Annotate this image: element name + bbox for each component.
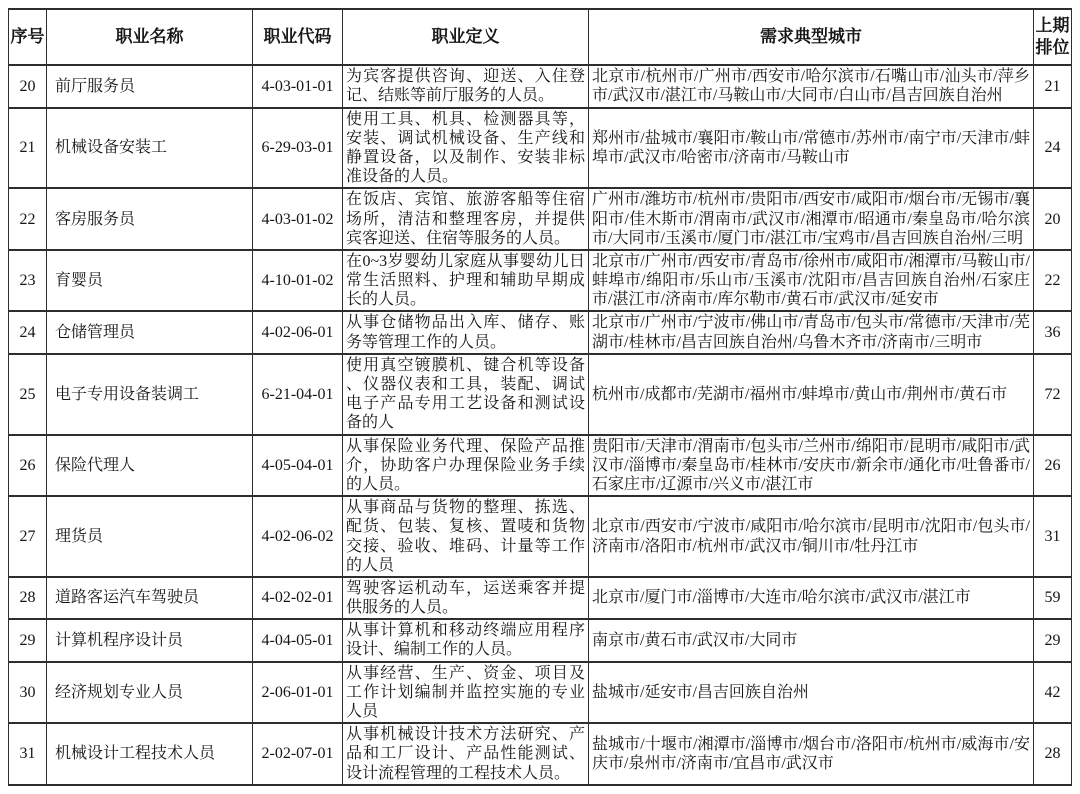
cell-demand-cities: 盐城市/延安市/昌吉回族自治州 (589, 662, 1034, 724)
cell-previous-rank: 24 (1034, 108, 1072, 189)
cell-occupation-code: 4-03-01-01 (253, 65, 343, 107)
occupation-demand-table (8, 8, 1072, 786)
cell-serial-number: 26 (9, 435, 47, 497)
column-header-demand-cities: 需求典型城市 (589, 9, 1034, 65)
cell-serial-number: 21 (9, 108, 47, 189)
cell-occupation-name: 客房服务员 (47, 188, 253, 250)
cell-occupation-definition: 从事机械设计技术方法研究、产品和工厂设计、产品性能测试、设计流程管理的工程技术人员。 (343, 723, 589, 785)
cell-occupation-name: 仓储管理员 (47, 311, 253, 353)
column-header-occupation-definition: 职业定义 (343, 9, 589, 65)
cell-occupation-name: 机械设备安装工 (47, 108, 253, 189)
cell-occupation-definition: 从事商品与货物的整理、拣选、配货、包装、复核、置唛和货物交接、验收、堆码、计量等工作的人员 (343, 496, 589, 577)
cell-occupation-code: 4-03-01-02 (253, 188, 343, 250)
cell-demand-cities: 贵阳市/天津市/渭南市/包头市/兰州市/绵阳市/昆明市/咸阳市/武汉市/淄博市/秦皇岛市/桂林市/安庆市/新余市/通化市/吐鲁番市/石家庄市/辽源市/兴义市/湛江市 (589, 435, 1034, 497)
cell-previous-rank: 21 (1034, 65, 1072, 107)
cell-demand-cities: 北京市/厦门市/淄博市/大连市/哈尔滨市/武汉市/湛江市 (589, 577, 1034, 619)
cell-occupation-name: 保险代理人 (47, 435, 253, 497)
table-row (9, 354, 1072, 435)
column-header-occupation-code: 职业代码 (253, 9, 343, 65)
cell-demand-cities: 广州市/潍坊市/杭州市/贵阳市/西安市/咸阳市/烟台市/无锡市/襄阳市/佳木斯市/渭南市/武汉市/湘潭市/昭通市/秦皇岛市/哈尔滨市/大同市/玉溪市/厦门市/湛江市/宝鸡市/昌吉回族自治州/三明 (589, 188, 1034, 250)
cell-occupation-definition: 从事保险业务代理、保险产品推介，协助客户办理保险业务手续的人员。 (343, 435, 589, 497)
table-header-row (9, 9, 1072, 65)
cell-occupation-name: 育婴员 (47, 250, 253, 312)
table-row (9, 65, 1072, 107)
cell-occupation-code: 4-10-01-02 (253, 250, 343, 312)
cell-occupation-definition: 在饭店、宾馆、旅游客船等住宿场所，清洁和整理客房，并提供宾客迎送、住宿等服务的人员。 (343, 188, 589, 250)
table-row (9, 577, 1072, 619)
cell-previous-rank: 20 (1034, 188, 1072, 250)
cell-occupation-name: 经济规划专业人员 (47, 662, 253, 724)
cell-demand-cities: 郑州市/盐城市/襄阳市/鞍山市/常德市/苏州市/南宁市/天津市/蚌埠市/武汉市/哈密市/济南市/马鞍山市 (589, 108, 1034, 189)
cell-demand-cities: 北京市/广州市/西安市/青岛市/徐州市/咸阳市/湘潭市/马鞍山市/蚌埠市/绵阳市/乐山市/玉溪市/沈阳市/昌吉回族自治州/石家庄市/湛江市/济南市/库尔勒市/黄石市/武汉市/延安市 (589, 250, 1034, 312)
cell-occupation-code: 4-04-05-01 (253, 619, 343, 661)
cell-occupation-definition: 为宾客提供咨询、迎送、入住登记、结账等前厅服务的人员。 (343, 65, 589, 107)
table-row (9, 662, 1072, 724)
cell-serial-number: 31 (9, 723, 47, 785)
table-row (9, 435, 1072, 497)
cell-previous-rank: 42 (1034, 662, 1072, 724)
table-body (9, 65, 1072, 785)
table-row (9, 188, 1072, 250)
cell-occupation-name: 前厅服务员 (47, 65, 253, 107)
cell-demand-cities: 南京市/黄石市/武汉市/大同市 (589, 619, 1034, 661)
cell-occupation-code: 4-02-06-02 (253, 496, 343, 577)
cell-occupation-code: 2-02-07-01 (253, 723, 343, 785)
cell-previous-rank: 31 (1034, 496, 1072, 577)
column-header-serial: 序号 (9, 9, 47, 65)
cell-demand-cities: 北京市/西安市/宁波市/咸阳市/哈尔滨市/昆明市/沈阳市/包头市/济南市/洛阳市/杭州市/武汉市/铜川市/牡丹江市 (589, 496, 1034, 577)
table-row (9, 723, 1072, 785)
cell-occupation-definition: 驾驶客运机动车，运送乘客并提供服务的人员。 (343, 577, 589, 619)
column-header-previous-rank: 上期排位 (1034, 9, 1072, 65)
cell-serial-number: 30 (9, 662, 47, 724)
cell-occupation-definition: 从事计算机和移动终端应用程序设计、编制工作的人员。 (343, 619, 589, 661)
cell-demand-cities: 北京市/杭州市/广州市/西安市/哈尔滨市/石嘴山市/汕头市/萍乡市/武汉市/湛江市/马鞍山市/大同市/白山市/昌吉回族自治州 (589, 65, 1034, 107)
cell-occupation-code: 6-21-04-01 (253, 354, 343, 435)
cell-occupation-code: 2-06-01-01 (253, 662, 343, 724)
cell-serial-number: 29 (9, 619, 47, 661)
table-row (9, 108, 1072, 189)
cell-previous-rank: 36 (1034, 311, 1072, 353)
column-header-occupation-name: 职业名称 (47, 9, 253, 65)
cell-previous-rank: 29 (1034, 619, 1072, 661)
cell-occupation-code: 4-02-06-01 (253, 311, 343, 353)
cell-previous-rank: 59 (1034, 577, 1072, 619)
cell-occupation-definition: 从事仓储物品出入库、储存、账务等管理工作的人员。 (343, 311, 589, 353)
table-row (9, 250, 1072, 312)
cell-serial-number: 20 (9, 65, 47, 107)
cell-occupation-name: 电子专用设备装调工 (47, 354, 253, 435)
table-row (9, 311, 1072, 353)
cell-previous-rank: 22 (1034, 250, 1072, 312)
cell-serial-number: 24 (9, 311, 47, 353)
cell-demand-cities: 杭州市/成都市/芜湖市/福州市/蚌埠市/黄山市/荆州市/黄石市 (589, 354, 1034, 435)
cell-demand-cities: 盐城市/十堰市/湘潭市/淄博市/烟台市/洛阳市/杭州市/威海市/安庆市/泉州市/济南市/宜昌市/武汉市 (589, 723, 1034, 785)
cell-occupation-code: 6-29-03-01 (253, 108, 343, 189)
cell-serial-number: 28 (9, 577, 47, 619)
cell-occupation-definition: 使用真空镀膜机、键合机等设备、仪器仪表和工具，装配、调试电子产品专用工艺设备和测试设备的人 (343, 354, 589, 435)
table-row (9, 619, 1072, 661)
cell-previous-rank: 28 (1034, 723, 1072, 785)
cell-occupation-code: 4-02-02-01 (253, 577, 343, 619)
table-row (9, 496, 1072, 577)
cell-occupation-name: 道路客运汽车驾驶员 (47, 577, 253, 619)
cell-occupation-definition: 在0~3岁婴幼儿家庭从事婴幼儿日常生活照料、护理和辅助早期成长的人员。 (343, 250, 589, 312)
cell-occupation-name: 机械设计工程技术人员 (47, 723, 253, 785)
cell-previous-rank: 26 (1034, 435, 1072, 497)
cell-occupation-name: 计算机程序设计员 (47, 619, 253, 661)
cell-occupation-name: 理货员 (47, 496, 253, 577)
cell-serial-number: 23 (9, 250, 47, 312)
cell-previous-rank: 72 (1034, 354, 1072, 435)
cell-occupation-code: 4-05-04-01 (253, 435, 343, 497)
cell-occupation-definition: 从事经营、生产、资金、项目及工作计划编制并监控实施的专业人员 (343, 662, 589, 724)
cell-serial-number: 22 (9, 188, 47, 250)
cell-occupation-definition: 使用工具、机具、检测器具等，安装、调试机械设备、生产线和静置设备，以及制作、安装非标准设备的人员。 (343, 108, 589, 189)
cell-demand-cities: 北京市/广州市/宁波市/佛山市/青岛市/包头市/常德市/天津市/芜湖市/桂林市/昌吉回族自治州/乌鲁木齐市/济南市/三明市 (589, 311, 1034, 353)
cell-serial-number: 25 (9, 354, 47, 435)
cell-serial-number: 27 (9, 496, 47, 577)
